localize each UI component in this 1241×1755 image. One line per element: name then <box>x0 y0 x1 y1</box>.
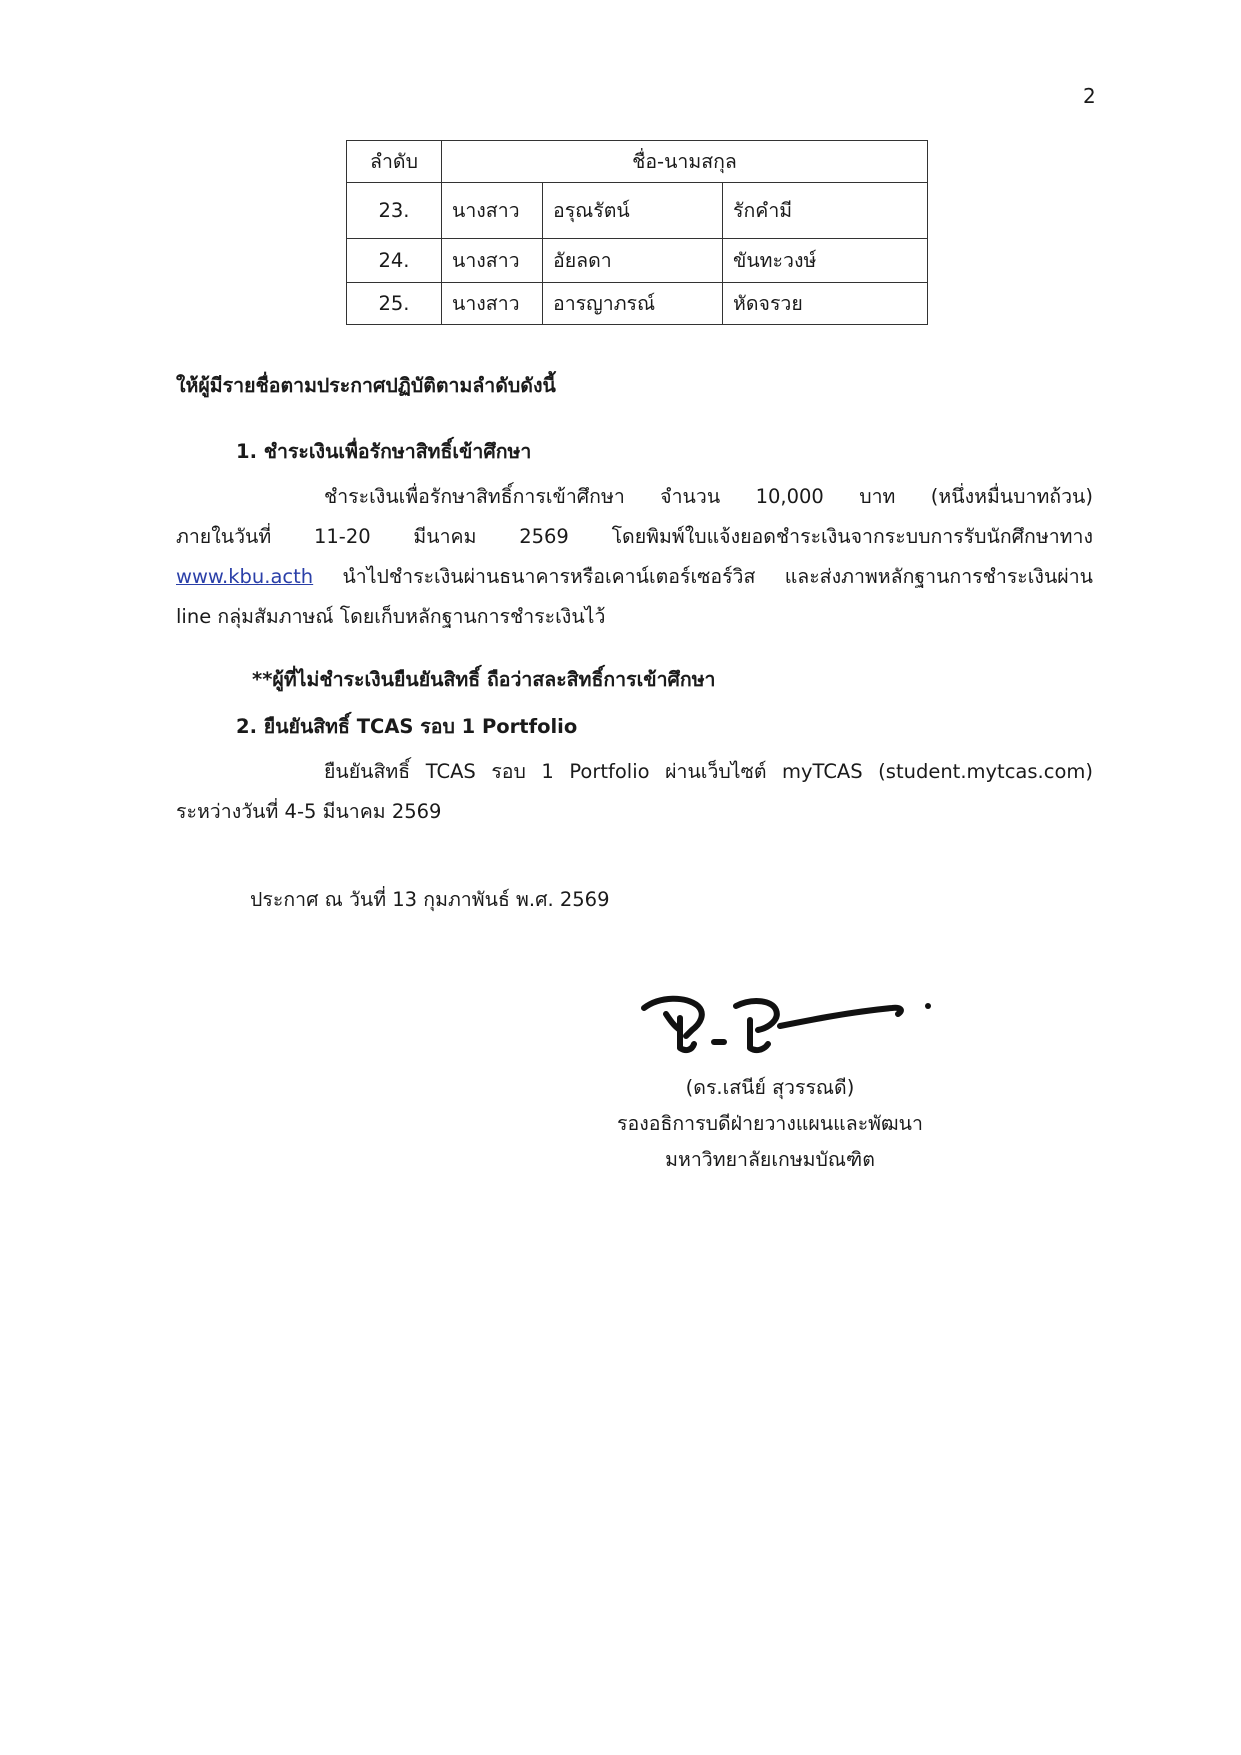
table-header-row <box>347 141 928 183</box>
table-row <box>347 283 928 325</box>
row-last-name: ขันทะวงษ์ <box>723 239 928 283</box>
table-row <box>347 183 928 239</box>
step1-line4: line กลุ่มสัมภาษณ์ โดยเก็บหลักฐานการชำระเงินไว้ <box>176 605 606 628</box>
row-number: 24. <box>347 239 442 283</box>
row-last-name: รักคำมี <box>723 183 928 239</box>
signatory-block <box>600 1070 940 1178</box>
step2-heading: 2. ยืนยันสิทธิ์ TCAS รอบ 1 Portfolio <box>236 715 578 738</box>
step1-line3 <box>176 557 1093 597</box>
row-title: นางสาว <box>442 239 543 283</box>
step1-line3-text: นำไปชำระเงินผ่านธนาคารหรือเคาน์เตอร์เซอร์วิส และส่งภาพหลักฐานการชำระเงินผ่าน <box>313 565 1093 588</box>
row-title: นางสาว <box>442 283 543 325</box>
names-table <box>346 140 928 325</box>
step1-heading: 1. ชำระเงินเพื่อรักษาสิทธิ์เข้าศึกษา <box>236 440 532 463</box>
step1-line1: ชำระเงินเพื่อรักษาสิทธิ์การเข้าศึกษา จำนวน 10,000 บาท (หนึ่งหมื่นบาทถ้วน) <box>324 485 1093 508</box>
header-fullname: ชื่อ-นามสกุล <box>442 141 928 183</box>
page-number: 2 <box>1083 84 1096 108</box>
row-first-name: อารญาภรณ์ <box>543 283 723 325</box>
step2-line2: ระหว่างวันที่ 4-5 มีนาคม 2569 <box>176 800 442 823</box>
signatory-position: รองอธิการบดีฝ่ายวางแผนและพัฒนา <box>617 1112 923 1135</box>
signatory-name: (ดร.เสนีย์ สุวรรณดี) <box>685 1076 855 1099</box>
header-order: ลำดับ <box>347 141 442 183</box>
row-last-name: หัดจรวย <box>723 283 928 325</box>
announce-date: ประกาศ ณ วันที่ 13 กุมภาพันธ์ พ.ศ. 2569 <box>250 888 610 911</box>
row-number: 23. <box>347 183 442 239</box>
row-first-name: อรุณรัตน์ <box>543 183 723 239</box>
row-first-name: อัยลดา <box>543 239 723 283</box>
instructions-heading: ให้ผู้มีรายชื่อตามประกาศปฏิบัติตามลำดับดังนี้ <box>176 374 556 397</box>
step2-line1: ยืนยันสิทธิ์ TCAS รอบ 1 Portfolio ผ่านเว็บไซต์ myTCAS (student.mytcas.com) <box>324 760 1093 783</box>
row-number: 25. <box>347 283 442 325</box>
row-title: นางสาว <box>442 183 543 239</box>
signature-image <box>640 990 940 1060</box>
table-row <box>347 239 928 283</box>
payment-note: **ผู้ที่ไม่ชำระเงินยืนยันสิทธิ์ ถือว่าสละสิทธิ์การเข้าศึกษา <box>252 668 716 691</box>
signatory-organization: มหาวิทยาลัยเกษมบัณฑิต <box>665 1148 875 1171</box>
kbu-website-link[interactable]: www.kbu.acth <box>176 565 314 588</box>
step1-line2: ภายในวันที่ 11-20 มีนาคม 2569 โดยพิมพ์ใบแจ้งยอดชำระเงินจากระบบการรับนักศึกษาทาง <box>176 525 1093 548</box>
